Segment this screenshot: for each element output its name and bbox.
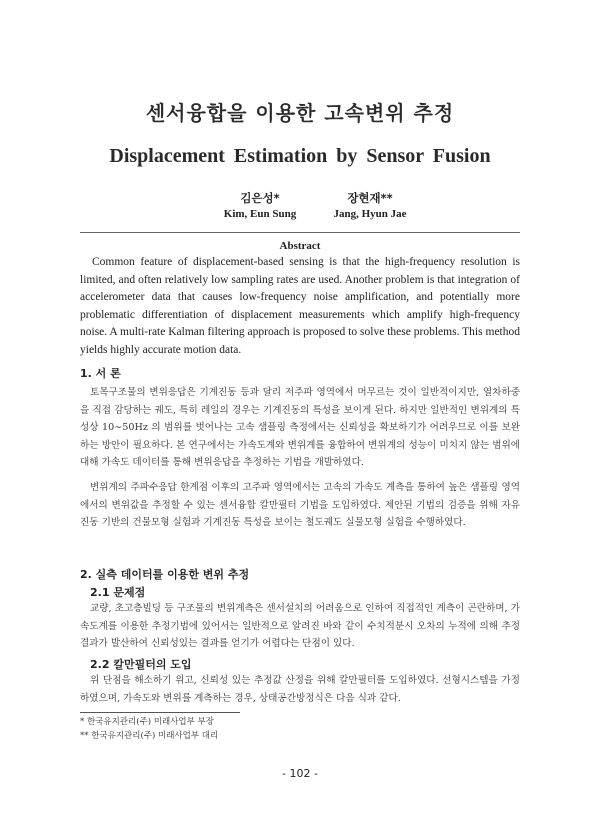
subsection-2-2-heading: 2.2 칼만필터의 도입 <box>90 658 192 671</box>
abstract-heading: Abstract <box>279 240 321 252</box>
section-2-heading: 2. 실측 데이터를 이용한 변위 추정 <box>80 568 250 581</box>
author-1 <box>205 190 315 222</box>
footnote-divider <box>80 712 240 713</box>
section-1-paragraph-2: 변위계의 주파수응답 한계점 이후의 고주파 영역에서는 고속의 가속도 계측을 통하여 높은 샘플링 영역에서의 변위값을 추정할 수 있는 센서융합 칼만필터 기법을 도입하였다. 제안된 기법의 검증을 위해 자유진동 기반의 건물모형 실험과 기계진동 특성을 보이는 철도궤도 실물모형 실험을 수행하였다. <box>80 482 520 528</box>
author-2 <box>315 190 425 222</box>
footnote-1: * 한국유지관리(주) 미래사업부 부장 <box>80 717 214 727</box>
section-1-heading: 1. 서 론 <box>80 367 121 380</box>
author-1-name-kr: 김은성* <box>240 191 280 205</box>
subsection-2-1-text: 교량, 초고층빌딩 등 구조물의 변위계측은 센서설치의 어려움으로 인하여 직접적인 계측이 곤란하며, 가속도계를 이용한 추정기법에 있어서는 일반적으로 알려진 바와 같이 수치적분시 오차의 누적에 의해 추정결과가 발산하여 신뢰성있는 결과를 얻기가 어렵다는 단점이 있다. <box>80 603 520 649</box>
title-divider <box>80 232 520 233</box>
subsection-2-1-heading: 2.1 문제점 <box>90 586 146 599</box>
footnote-2: ** 한국유지관리(주) 미래사업부 대리 <box>80 731 219 741</box>
page-number: - 102 - <box>282 767 318 780</box>
author-1-name-en: Kim, Eun Sung <box>223 208 297 220</box>
abstract-text: Common feature of displacement-based sensing is that the high-frequency resolution is limited, and often relatively low sampling rates are used. Another problem is that integration of accelerometer data that causes low-frequency noise amplification, and potentially more problematic differentiation of displacement measurements which amplify high-frequency noise. A multi-rate Kalman filtering approach is proposed to solve these problems. This method yields highly accurate motion data. <box>80 256 520 356</box>
author-2-name-kr: 장현재** <box>347 191 393 205</box>
title-korean: 센서융합을 이용한 고속변위 추정 <box>145 101 455 125</box>
section-1-paragraph-1: 토목구조물의 변위응답은 기계진동 등과 달리 저주파 영역에서 머무르는 것이 일반적이지만, 열차하중을 직접 감당하는 궤도, 특히 레일의 경우는 기계진동의 특성을 보이게 된다. 하지만 일반적인 변위계의 특성상 10∼50Hz 의 범위를 벗어나는 고속 샘플링 측정에서는 신뢰성을 확보하기가 어려우므로 이를 보완하는 방안이 필요하다. 본 연구에서는 가속도계와 변위계를 융합하여 변위계의 성능이 미치지 않는 범위에 대해 가속도 데이터를 통해 변위응답을 추정하는 기법을 개발하였다. <box>80 387 520 468</box>
title-english: Displacement Estimation by Sensor Fusion <box>109 145 491 167</box>
author-2-name-en: Jang, Hyun Jae <box>333 208 407 220</box>
subsection-2-2-text: 위 단점을 해소하기 위고, 신뢰성 있는 추정값 산정을 위해 칼만필터를 도입하였다. 선형시스템을 가정하였으며, 가속도와 변위를 계측하는 경우, 상태공간방정식은 다음 식과 같다. <box>80 675 520 704</box>
